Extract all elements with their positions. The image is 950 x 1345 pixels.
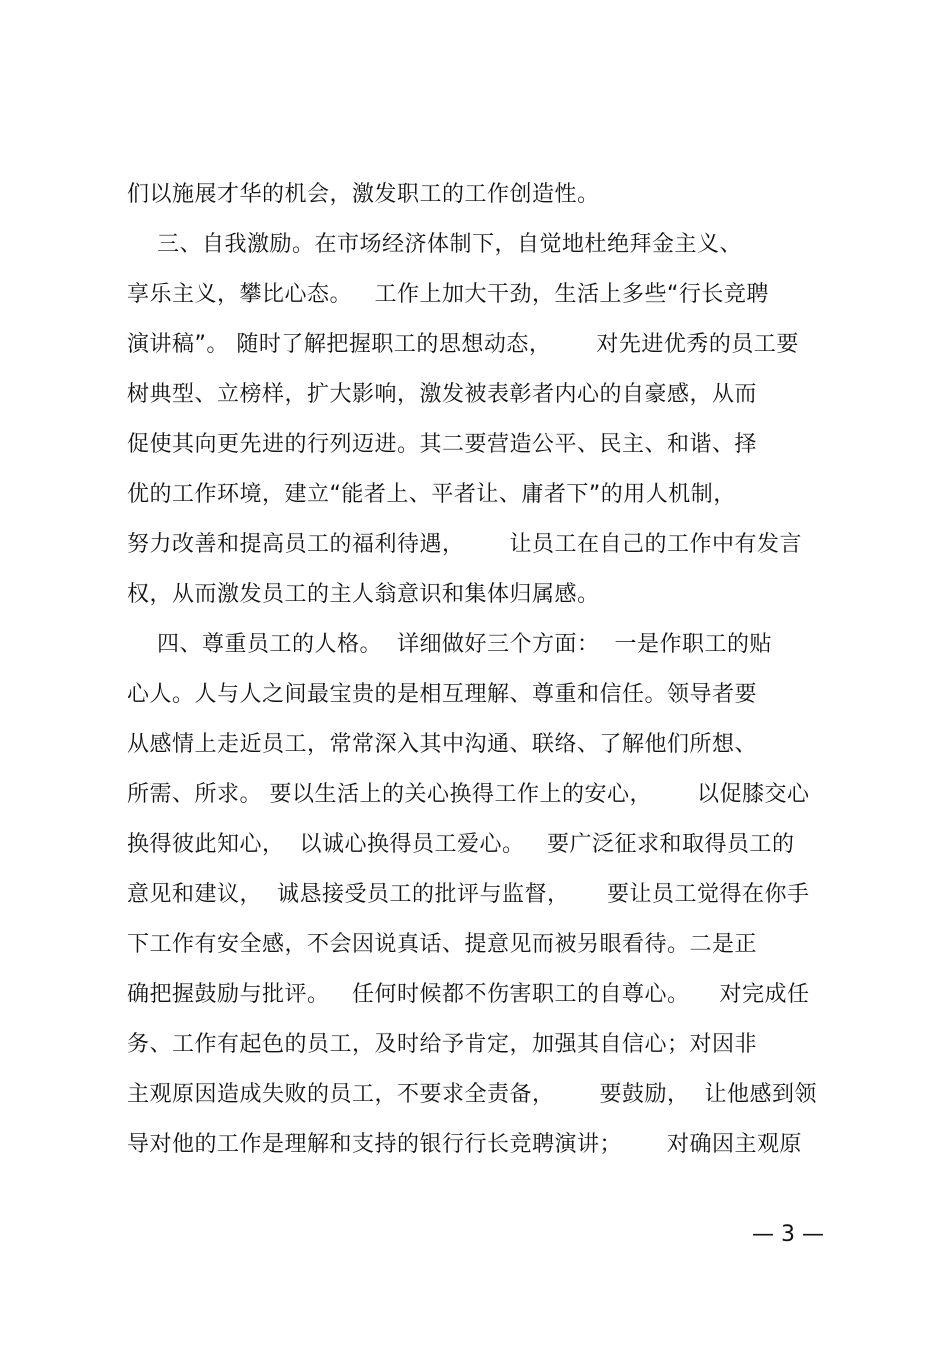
text-line: 换得彼此知心， 以诚心换得员工爱心。 要广泛征求和取得员工的 — [127, 832, 795, 857]
text-line: 们以施展才华的机会，激发职工的工作创造性。 — [127, 182, 600, 207]
text-line: 权，从而激发员工的主人翁意识和集体归属感。 — [127, 582, 600, 607]
text-line: 意见和建议， 诚恳接受员工的批评与监督， 要让员工觉得在你手 — [127, 882, 810, 907]
text-line: 务、工作有起色的员工，及时给予肯定，加强其自信心；对因非 — [127, 1032, 758, 1057]
page-number: — 3 — — [752, 1222, 824, 1247]
text-line: 心人。人与人之间最宝贵的是相互理解、尊重和信任。领导者要 — [127, 682, 758, 707]
text-line: 优的工作环境，建立“能者上、平者让、庸者下”的用人机制， — [127, 482, 736, 507]
text-line: 演讲稿”。 随时了解把握职工的思想动态， 对先进优秀的员工要 — [127, 332, 799, 357]
text-line: 树典型、立榜样，扩大影响，激发被表彰者内心的自豪感，从而 — [127, 382, 758, 407]
text-line: 努力改善和提高员工的福利待遇， 让员工在自己的工作中有发言 — [127, 532, 802, 557]
text-line: 导对他的工作是理解和支持的银行行长竞聘演讲； 对确因主观原 — [127, 1132, 802, 1157]
text-line: 三、自我激励。在市场经济体制下，自觉地杜绝拜金主义、 — [127, 232, 742, 257]
text-line: 主观原因造成失败的员工，不要求全责备， 要鼓励， 让他感到领 — [127, 1082, 817, 1107]
text-line: 从感情上走近员工，常常深入其中沟通、联络、了解他们所想、 — [127, 732, 758, 757]
text-line: 确把握鼓励与批评。 任何时候都不伤害职工的自尊心。 对完成任 — [127, 982, 810, 1007]
text-line: 下工作有安全感，不会因说真话、提意见而被另眼看待。二是正 — [127, 932, 758, 957]
text-line: 四、尊重员工的人格。 详细做好三个方面： 一是作职工的贴 — [127, 632, 772, 657]
text-line: 促使其向更先进的行列迈进。其二要营造公平、民主、和谐、择 — [127, 432, 758, 457]
text-line: 享乐主义，攀比心态。 工作上加大干劲，生活上多些“行长竞聘 — [127, 282, 769, 307]
text-line: 所需、所求。 要以生活上的关心换得工作上的安心， 以促膝交心 — [127, 782, 810, 807]
